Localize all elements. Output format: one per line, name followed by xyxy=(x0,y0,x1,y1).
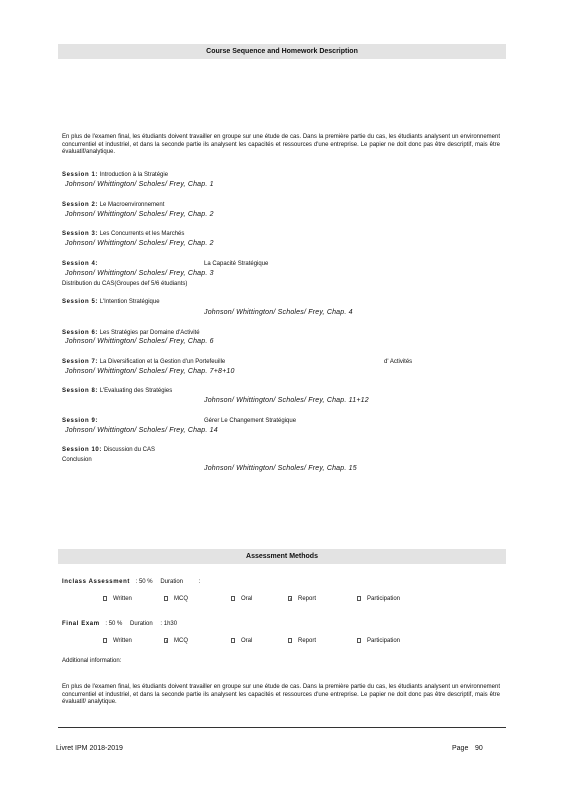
session-1 xyxy=(62,172,168,178)
final-option-oral[interactable] xyxy=(231,638,252,644)
option-label: MCQ xyxy=(174,638,188,644)
session-9-title: Gérer Le Changement Stratégique xyxy=(204,418,297,424)
session-8 xyxy=(62,388,172,394)
inclass-option-oral[interactable] xyxy=(231,596,252,602)
session-6-reference: Johnson/ Whittington/ Scholes/ Frey, Chap. 6 xyxy=(65,338,214,345)
option-label: Oral xyxy=(241,638,253,644)
session-10 xyxy=(62,447,155,453)
footer-divider xyxy=(58,727,506,728)
checkbox-icon[interactable] xyxy=(357,596,361,601)
final-exam-row xyxy=(62,621,177,627)
intro-paragraph: En plus de l'examen final, les étudiants doivent travailler en groupe sur une étude de cas. Dans la première partie du cas, les étudiants analysent un environnement concurrentiel et industriel, et dans la seconde partie ils analysent les capacités et ressources d'une entreprise. Le papier ne doit donc pas être descriptif, mais être évaluatif/analytique. xyxy=(62,134,500,155)
inclass-duration-value: : xyxy=(198,579,201,585)
session-4-reference: Johnson/ Whittington/ Scholes/ Frey, Chap. 3 xyxy=(65,270,214,277)
checkbox-icon[interactable] xyxy=(357,638,361,643)
session-title: L'Intention Stratégique xyxy=(99,299,160,305)
session-5 xyxy=(62,299,160,305)
footer-page-number: 90 xyxy=(475,745,483,752)
session-title: Discussion du CAS xyxy=(103,447,155,453)
checkbox-icon[interactable] xyxy=(231,638,235,643)
session-label: Session 7: xyxy=(62,359,99,365)
session-3 xyxy=(62,231,184,237)
session-2-reference: Johnson/ Whittington/ Scholes/ Frey, Chap. 2 xyxy=(65,211,214,218)
session-7-reference: Johnson/ Whittington/ Scholes/ Frey, Chap. 7+8+10 xyxy=(65,368,235,375)
session-10-note: Conclusion xyxy=(62,457,92,463)
checkbox-icon[interactable] xyxy=(231,596,235,601)
checkbox-icon[interactable] xyxy=(164,596,168,601)
course-sequence-header: Course Sequence and Homework Description xyxy=(58,44,506,59)
session-7 xyxy=(62,359,225,365)
inclass-option-written[interactable] xyxy=(103,596,132,602)
additional-information-label: Additional information: xyxy=(62,658,122,664)
inclass-label: Inclass Assessment xyxy=(62,579,130,585)
inclass-option-report[interactable] xyxy=(288,596,316,602)
footer-booklet-label: Livret IPM 2018-2019 xyxy=(56,745,123,752)
final-duration-label: Duration xyxy=(130,621,153,627)
assessment-paragraph: En plus de l'examen final, les étudiants doivent travailler en groupe sur une étude de cas. Dans la première partie du cas, les étudiants analysent un environnement concurrentiel et industriel, et dans la seconde partie ils analysent les capacités et ressources d'une entreprise. Le papier ne doit donc pas être descriptif, mais être évaluatif/ analytique. xyxy=(62,684,500,705)
session-title: Les Stratégies par Domaine d'Activité xyxy=(99,330,200,336)
final-exam-label: Final Exam xyxy=(62,621,100,627)
final-option-participation[interactable] xyxy=(357,638,400,644)
final-option-report[interactable] xyxy=(288,638,316,644)
inclass-option-participation[interactable] xyxy=(357,596,400,602)
session-4 xyxy=(62,261,98,267)
checked-checkbox-icon[interactable] xyxy=(288,596,292,601)
session-4-note: Distribution du CAS(Groupes def 5/6 étudiants) xyxy=(62,281,188,287)
option-label: MCQ xyxy=(174,596,188,602)
footer-page-label: Page xyxy=(452,745,469,752)
session-label: Session 3: xyxy=(62,231,99,237)
session-9-reference: Johnson/ Whittington/ Scholes/ Frey, Chap. 14 xyxy=(65,427,218,434)
option-label: Report xyxy=(298,596,317,602)
inclass-percent: : 50 % xyxy=(135,579,153,585)
session-label: Session 4: xyxy=(62,261,99,267)
option-label: Written xyxy=(113,638,132,644)
session-label: Session 10: xyxy=(62,447,102,453)
session-5-reference: Johnson/ Whittington/ Scholes/ Frey, Chap. 4 xyxy=(204,309,353,316)
session-2 xyxy=(62,202,164,208)
session-1-reference: Johnson/ Whittington/ Scholes/ Frey, Chap. 1 xyxy=(65,181,214,188)
checkbox-icon[interactable] xyxy=(103,638,107,643)
session-10-reference: Johnson/ Whittington/ Scholes/ Frey, Chap. 15 xyxy=(204,465,357,472)
session-label: Session 9: xyxy=(62,418,99,424)
session-3-reference: Johnson/ Whittington/ Scholes/ Frey, Chap. 2 xyxy=(65,240,214,247)
checked-checkbox-icon[interactable] xyxy=(164,638,168,643)
session-8-reference: Johnson/ Whittington/ Scholes/ Frey, Chap. 11+12 xyxy=(204,397,369,404)
inclass-assessment-row xyxy=(62,579,200,585)
checkbox-icon[interactable] xyxy=(103,596,107,601)
session-title: Introduction à la Stratégie xyxy=(99,172,169,178)
option-label: Written xyxy=(113,596,132,602)
final-option-mcq[interactable] xyxy=(164,638,188,644)
inclass-option-mcq[interactable] xyxy=(164,596,188,602)
option-label: Participation xyxy=(367,596,401,602)
session-title: La Diversification et la Gestion d'un Portefeuille xyxy=(99,359,226,365)
final-option-written[interactable] xyxy=(103,638,132,644)
session-label: Session 2: xyxy=(62,202,99,208)
session-label: Session 8: xyxy=(62,388,99,394)
option-label: Report xyxy=(298,638,317,644)
session-label: Session 6: xyxy=(62,330,99,336)
inclass-duration-label: Duration xyxy=(160,579,183,585)
session-label: Session 5: xyxy=(62,299,99,305)
session-7-title-end: d' Activités xyxy=(384,359,413,365)
checkbox-icon[interactable] xyxy=(288,638,292,643)
session-title: Les Concurrents et les Marchés xyxy=(99,231,185,237)
session-title: Le Macroenvironnement xyxy=(99,202,165,208)
assessment-methods-header: Assessment Methods xyxy=(58,549,506,564)
option-label: Participation xyxy=(367,638,401,644)
option-label: Oral xyxy=(241,596,253,602)
session-label: Session 1: xyxy=(62,172,99,178)
final-exam-percent: : 50 % xyxy=(105,621,123,627)
final-duration-value: : 1h30 xyxy=(160,621,178,627)
session-4-title: La Capacité Stratégique xyxy=(204,261,269,267)
session-9 xyxy=(62,418,98,424)
session-6 xyxy=(62,330,200,336)
session-title: L'Evaluating des Stratégies xyxy=(99,388,173,394)
